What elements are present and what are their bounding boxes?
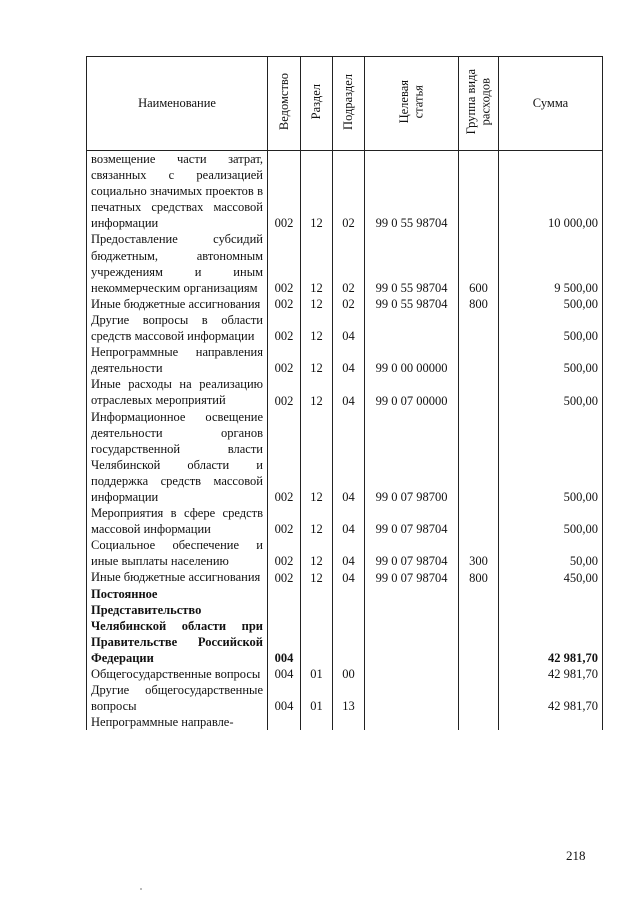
row-subsection: 02 [333, 296, 365, 312]
budget-table [86, 56, 603, 730]
row-target-article [365, 666, 459, 682]
row-expense-group [459, 505, 499, 537]
row-sum: 500,00 [499, 376, 603, 408]
row-name: Иные бюджетные ассигнования [87, 296, 268, 312]
table-row [87, 151, 603, 232]
table-row [87, 312, 603, 344]
header-sum: Сумма [499, 57, 603, 151]
row-target-article: 99 0 55 98704 [365, 231, 459, 295]
row-sum: 500,00 [499, 409, 603, 506]
table-row [87, 296, 603, 312]
header-department: Ведомство [268, 57, 301, 151]
row-target-article [365, 586, 459, 666]
row-target-article [365, 312, 459, 344]
row-expense-group [459, 682, 499, 714]
header-subsection: Подраздел [333, 57, 365, 151]
row-department: 002 [268, 376, 301, 408]
row-sum: 500,00 [499, 312, 603, 344]
row-subsection: 04 [333, 312, 365, 344]
row-sum: 50,00 [499, 537, 603, 569]
row-department: 002 [268, 296, 301, 312]
row-name: Информационное освещение деятельности органов государственной власти Челябинской области и поддержка средств массовой информации [87, 409, 268, 506]
table-row [87, 409, 603, 506]
row-target-article: 99 0 07 98704 [365, 505, 459, 537]
header-expense-group [459, 57, 499, 151]
row-name: Иные бюджетные ассигнования [87, 569, 268, 585]
row-department: 002 [268, 344, 301, 376]
row-section: 12 [301, 537, 333, 569]
row-section: 12 [301, 312, 333, 344]
row-name: Непрограммные направле- [87, 714, 268, 730]
row-section: 12 [301, 296, 333, 312]
row-sum [499, 714, 603, 730]
table-row [87, 586, 603, 666]
row-subsection [333, 714, 365, 730]
header-group-line1: Группа вида [464, 68, 479, 135]
row-subsection: 04 [333, 505, 365, 537]
table-row [87, 344, 603, 376]
row-target-article: 99 0 00 00000 [365, 344, 459, 376]
header-name: Наименование [87, 57, 268, 151]
row-department: 004 [268, 666, 301, 682]
row-department: 002 [268, 537, 301, 569]
row-expense-group [459, 714, 499, 730]
row-sum: 42 981,70 [499, 666, 603, 682]
header-section: Раздел [301, 57, 333, 151]
row-target-article: 99 0 07 98704 [365, 537, 459, 569]
row-expense-group [459, 151, 499, 232]
row-subsection: 04 [333, 569, 365, 585]
row-sum: 450,00 [499, 569, 603, 585]
row-subsection: 04 [333, 537, 365, 569]
row-section: 01 [301, 666, 333, 682]
table-header [87, 57, 603, 151]
row-section: 12 [301, 569, 333, 585]
row-sum: 42 981,70 [499, 586, 603, 666]
row-name: Другие общегосударственные вопросы [87, 682, 268, 714]
row-expense-group [459, 344, 499, 376]
row-subsection: 00 [333, 666, 365, 682]
row-expense-group [459, 376, 499, 408]
row-name: Общегосударственные вопросы [87, 666, 268, 682]
row-name: Другие вопросы в области средств массовой информации [87, 312, 268, 344]
row-expense-group: 800 [459, 569, 499, 585]
table-row [87, 376, 603, 408]
table-row [87, 666, 603, 682]
row-section: 12 [301, 231, 333, 295]
row-section: 12 [301, 151, 333, 232]
header-target-line2: статья [411, 84, 426, 119]
row-name: Социальное обеспечение и иные выплаты населению [87, 537, 268, 569]
row-expense-group [459, 409, 499, 506]
row-target-article: 99 0 07 00000 [365, 376, 459, 408]
row-department: 002 [268, 151, 301, 232]
row-sum: 500,00 [499, 296, 603, 312]
row-section: 12 [301, 376, 333, 408]
row-subsection: 02 [333, 151, 365, 232]
row-department: 004 [268, 586, 301, 666]
row-section: 12 [301, 344, 333, 376]
row-section: 01 [301, 682, 333, 714]
row-expense-group: 800 [459, 296, 499, 312]
row-name: Постоянное Представительство Челябинской области при Правительстве Российской Федерации [87, 586, 268, 666]
row-department: 002 [268, 312, 301, 344]
row-department: 002 [268, 569, 301, 585]
row-department: 002 [268, 505, 301, 537]
header-target-line1: Целевая [397, 79, 412, 124]
row-expense-group: 300 [459, 537, 499, 569]
row-target-article: 99 0 07 98700 [365, 409, 459, 506]
row-subsection: 04 [333, 409, 365, 506]
table-row [87, 231, 603, 295]
table-row [87, 505, 603, 537]
row-section [301, 714, 333, 730]
row-name: возмещение части затрат, связанных с реализацией социально значимых проектов в печатных средствах массовой информации [87, 151, 268, 232]
row-target-article: 99 0 07 98704 [365, 569, 459, 585]
row-subsection: 04 [333, 376, 365, 408]
header-group-line2: расходов [478, 77, 493, 126]
row-expense-group [459, 586, 499, 666]
row-section: 12 [301, 409, 333, 506]
table-row [87, 569, 603, 585]
row-target-article: 99 0 55 98704 [365, 151, 459, 232]
row-section: 12 [301, 505, 333, 537]
row-subsection [333, 586, 365, 666]
row-sum: 42 981,70 [499, 682, 603, 714]
row-name: Непрограммные направления деятельности [87, 344, 268, 376]
row-subsection: 02 [333, 231, 365, 295]
table-row [87, 537, 603, 569]
row-sum: 500,00 [499, 344, 603, 376]
row-sum: 9 500,00 [499, 231, 603, 295]
header-target-article [365, 57, 459, 151]
row-department: 002 [268, 409, 301, 506]
row-expense-group [459, 312, 499, 344]
page-number: 218 [566, 848, 586, 863]
row-name: Мероприятия в сфере средств массовой информации [87, 505, 268, 537]
row-name: Предоставление субсидий бюджетным, автономным учреждениям и иным некоммерческим организациям [87, 231, 268, 295]
row-sum: 500,00 [499, 505, 603, 537]
row-target-article [365, 682, 459, 714]
row-target-article: 99 0 55 98704 [365, 296, 459, 312]
table-row [87, 682, 603, 714]
row-sum: 10 000,00 [499, 151, 603, 232]
row-name: Иные расходы на реализацию отраслевых мероприятий [87, 376, 268, 408]
row-department: 004 [268, 682, 301, 714]
row-expense-group: 600 [459, 231, 499, 295]
row-subsection: 13 [333, 682, 365, 714]
row-subsection: 04 [333, 344, 365, 376]
table-row [87, 714, 603, 730]
row-department: 002 [268, 231, 301, 295]
scan-speck [140, 888, 142, 890]
row-expense-group [459, 666, 499, 682]
row-section [301, 586, 333, 666]
table-body [87, 151, 603, 731]
row-department [268, 714, 301, 730]
row-target-article [365, 714, 459, 730]
